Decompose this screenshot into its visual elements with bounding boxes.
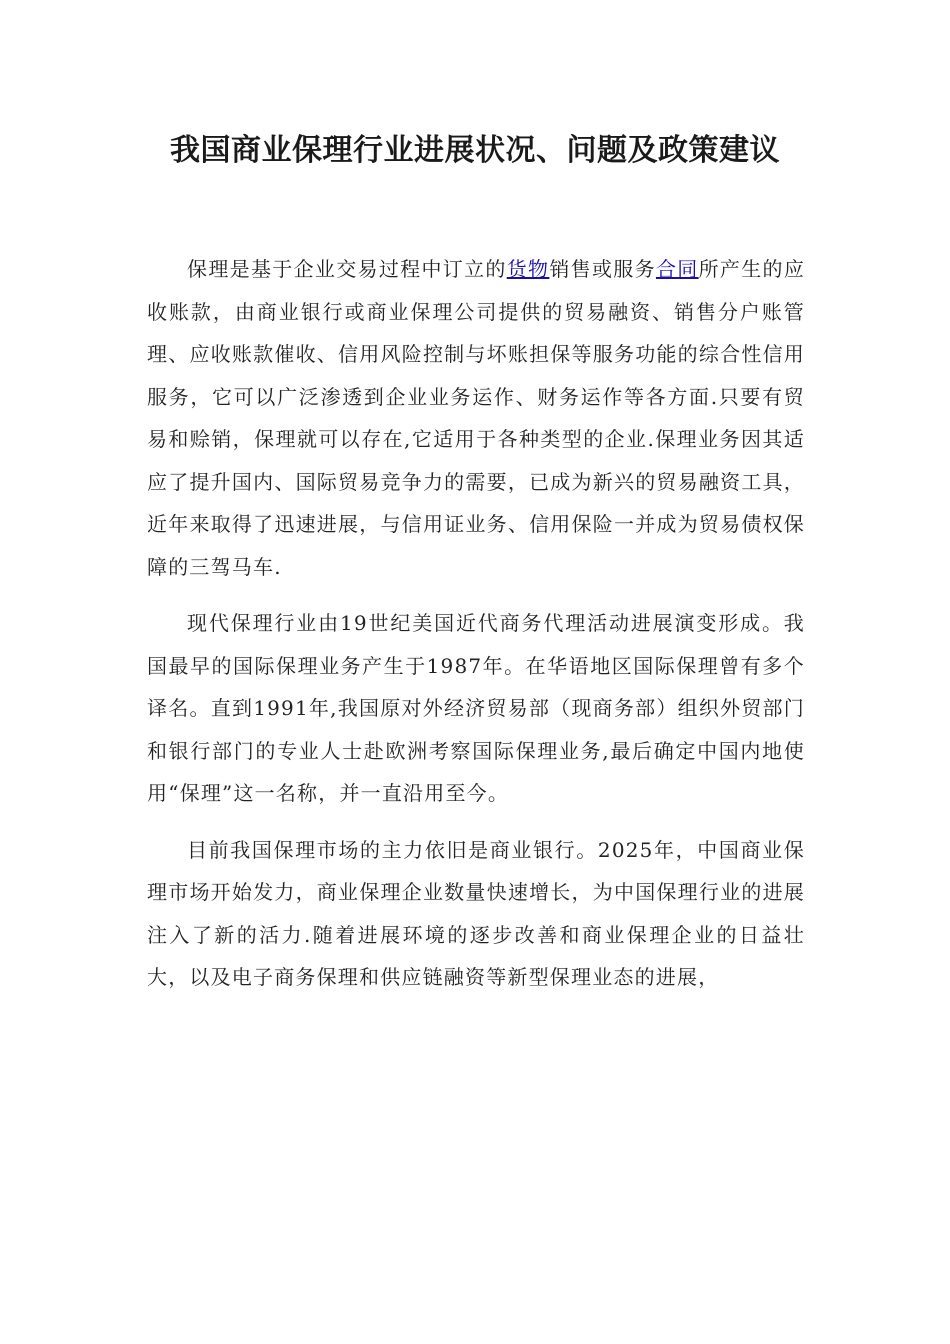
paragraph-2 xyxy=(147,602,805,815)
paragraph-text: 所产生的应收账款，由商业银行或商业保理公司提供的贸易融资、销售分户账管理、应收账款催收、信用风险控制与坏账担保等服务功能的综合性信用服务，它可以广泛渗透到企业业务运作、财务运作等各方面.只要有贸易和赊销，保理就可以存在,它适用于各种类型的企业.保理业务因其适应了提升国内、国际贸易竞争力的需要，已成为新兴的贸易融资工具，近年来取得了迅速进展，与信用证业务、信用保险一并成为贸易债权保障的三驾马车. xyxy=(147,257,806,579)
paragraph-3 xyxy=(147,829,805,999)
link-goods[interactable]: 货物 xyxy=(506,257,550,281)
document-title: 我国商业保理行业进展状况、问题及政策建议 xyxy=(170,133,780,168)
paragraph-text: 保理是基于企业交易过程中订立的 xyxy=(187,257,507,281)
paragraph-text: 目前我国保理市场的主力依旧是商业银行。2025年，中国商业保理市场开始发力，商业保理企业数量快速增长，为中国保理行业的进展注入了新的活力.随着进展环境的逐步改善和商业保理企业的日益壮大，以及电子商务保理和供应链融资等新型保理业态的进展， xyxy=(147,837,805,989)
paragraph-text: 现代保理行业由19世纪美国近代商务代理活动进展演变形成。我国最早的国际保理业务产生于1987年。在华语地区国际保理曾有多个译名。直到1991年,我国原对外经济贸易部（现商务部）组织外贸部门和银行部门的专业人士赴欧洲考察国际保理业务,最后确定中国内地使用“保理”这一名称，并一直沿用至今。 xyxy=(147,611,805,805)
link-contract[interactable]: 合同 xyxy=(655,257,699,281)
paragraph-text: 销售或服务 xyxy=(549,257,656,281)
document-body xyxy=(147,248,805,999)
paragraph-1 xyxy=(147,248,805,588)
